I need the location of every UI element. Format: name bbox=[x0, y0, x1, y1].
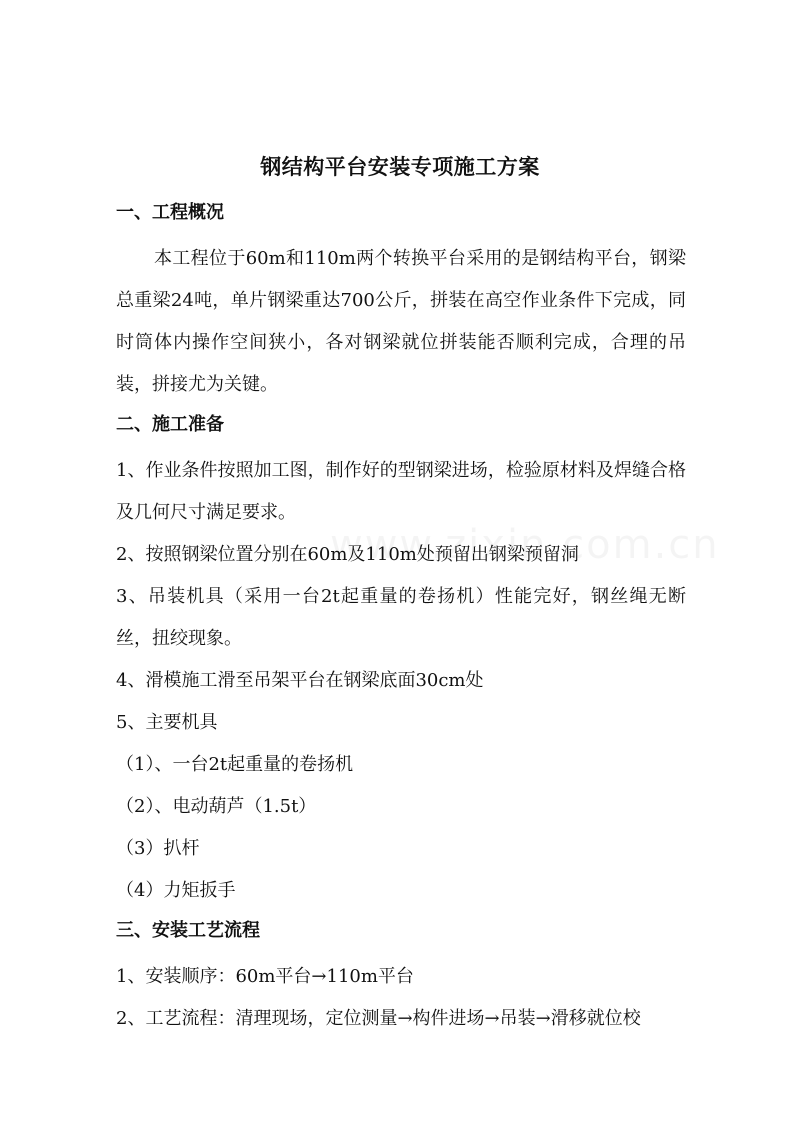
equipment-item-3: （3）扒杆 bbox=[116, 838, 200, 859]
document-body bbox=[116, 198, 686, 1040]
preparation-item-5: 5、主要机具 bbox=[116, 712, 218, 733]
preparation-item-1: 1、作业条件按照加工图，制作好的型钢梁进场，检验原材料及焊缝合格及几何尺寸满足要求。 bbox=[116, 460, 686, 523]
section-heading-process: 三、安装工艺流程 bbox=[116, 920, 260, 941]
section-heading-overview: 一、工程概况 bbox=[116, 202, 224, 223]
equipment-item-4: （4）力矩扳手 bbox=[116, 880, 236, 901]
equipment-item-1: （1）、一台2t起重量的卷扬机 bbox=[116, 754, 354, 775]
document-title: 钢结构平台安装专项施工方案 bbox=[260, 154, 540, 179]
preparation-item-4: 4、滑模施工滑至吊架平台在钢梁底面30cm处 bbox=[116, 670, 484, 691]
process-item-1: 1、安装顺序：60m平台→110m平台 bbox=[116, 966, 414, 987]
process-item-2: 2、工艺流程：清理现场，定位测量→构件进场→吊装→滑移就位校 bbox=[116, 1008, 641, 1029]
overview-paragraph: 本工程位于60m和110m两个转换平台采用的是钢结构平台，钢梁总重梁24吨，单片钢梁重达700公斤，拼装在高空作业条件下完成，同时筒体内操作空间狭小，各对钢梁就位拼装能否顺利完成，合理的吊装，拼接尤为关键。 bbox=[116, 248, 686, 395]
equipment-item-2: （2）、电动葫芦（1.5t） bbox=[116, 796, 317, 817]
section-heading-preparation: 二、施工准备 bbox=[116, 414, 224, 435]
preparation-item-2: 2、按照钢梁位置分别在60m及110m处预留出钢梁预留洞 bbox=[116, 544, 579, 565]
preparation-item-3: 3、吊装机具（采用一台2t起重量的卷扬机）性能完好，钢丝绳无断丝，扭绞现象。 bbox=[116, 586, 686, 649]
